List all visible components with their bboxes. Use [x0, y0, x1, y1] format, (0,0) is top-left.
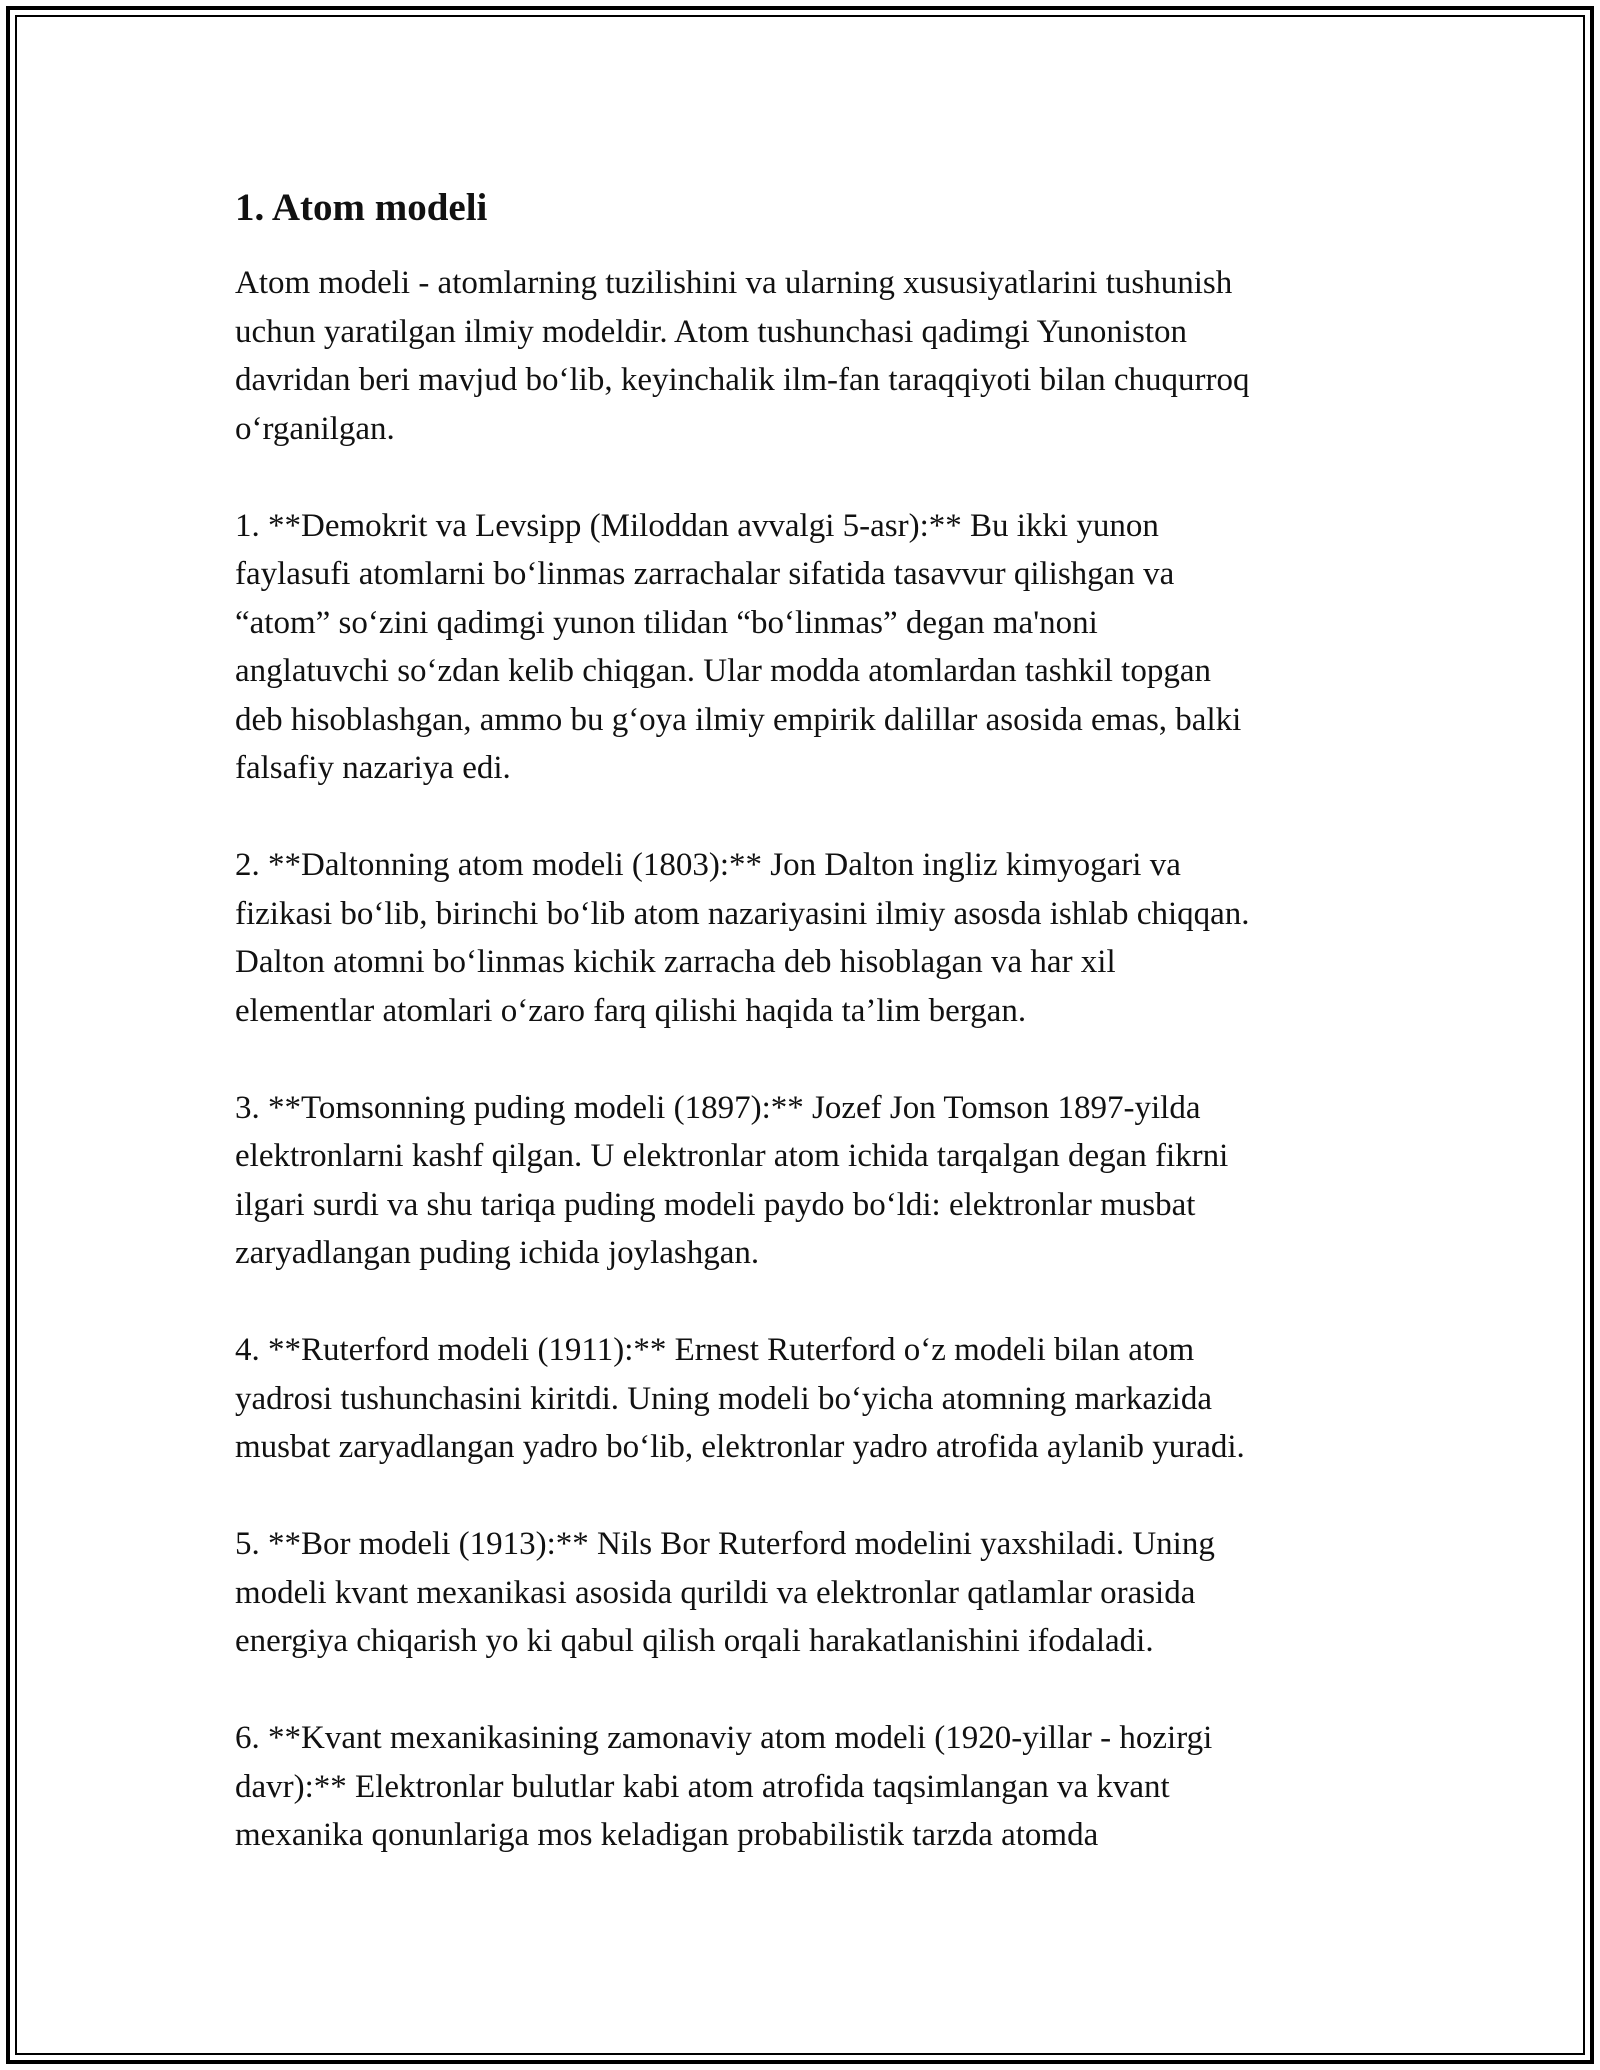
- item-demokrit: 1. **Demokrit va Levsipp (Miloddan avvalgi 5-asr):** Bu ikki yunon faylasufi atomlarni bo‘linmas zarrachalar sifatida tasavvur qilishgan va “atom” so‘zini qadimgi yunon tilidan “bo‘linmas” degan ma'noni anglatuvchi so‘zdan kelib chiqgan. Ular modda atomlardan tashkil topgan deb hisoblashgan, ammo bu g‘oya ilmiy empirik dalillar asosida emas, balki falsafiy nazariya edi.: [235, 507, 1242, 786]
- item-ruterford: 4. **Ruterford modeli (1911):** Ernest Ruterford o‘z modeli bilan atom yadrosi tushunchasini kiritdi. Uning modeli bo‘yicha atomning markazida musbat zaryadlangan yadro bo‘lib, elektronlar yadro atrofida aylanib yuradi.: [235, 1332, 1245, 1465]
- item-tomson: 3. **Tomsonning puding modeli (1897):** Jozef Jon Tomson 1897-yilda elektronlarni kashf qilgan. U elektronlar atom ichida tarqalgan degan fikrni ilgari surdi va shu tariqa puding modeli paydo bo‘ldi: elektronlar musbat zaryadlangan puding ichida joylashgan.: [235, 1089, 1229, 1271]
- section-heading: 1. Atom modeli: [235, 186, 488, 229]
- intro-paragraph: Atom modeli - atomlarning tuzilishini va ularning xususiyatlarini tushunish uchun yaratilgan ilmiy modeldir. Atom tushunchasi qadimgi Yunoniston davridan beri mavjud bo‘lib, keyinchalik ilm-fan taraqqiyoti bilan chuqurroq o‘rganilgan.: [235, 265, 1250, 447]
- item-bor: 5. **Bor modeli (1913):** Nils Bor Ruterford modelini yaxshiladi. Uning modeli kvant mexanikasi asosida qurildi va elektronlar qatlamlar orasida energiya chiqarish yo ki qabul qilish orqali harakatlanishini ifodaladi.: [235, 1526, 1215, 1659]
- document-body: [235, 185, 1375, 1908]
- item-dalton: 2. **Daltonning atom modeli (1803):** Jon Dalton ingliz kimyogari va fizikasi bo‘lib, birinchi bo‘lib atom nazariyasini ilmiy asosda ishlab chiqqan. Dalton atomni bo‘linmas kichik zarracha deb hisoblagan va har xil elementlar atomlari o‘zaro farq qilishi haqida ta’lim bergan.: [235, 847, 1250, 1029]
- item-kvant: 6. **Kvant mexanikasining zamonaviy atom modeli (1920-yillar - hozirgi davr):** Elektronlar bulutlar kabi atom atrofida taqsimlangan va kvant mexanika qonunlariga mos keladigan probabilistik tarzda atomda: [235, 1720, 1213, 1853]
